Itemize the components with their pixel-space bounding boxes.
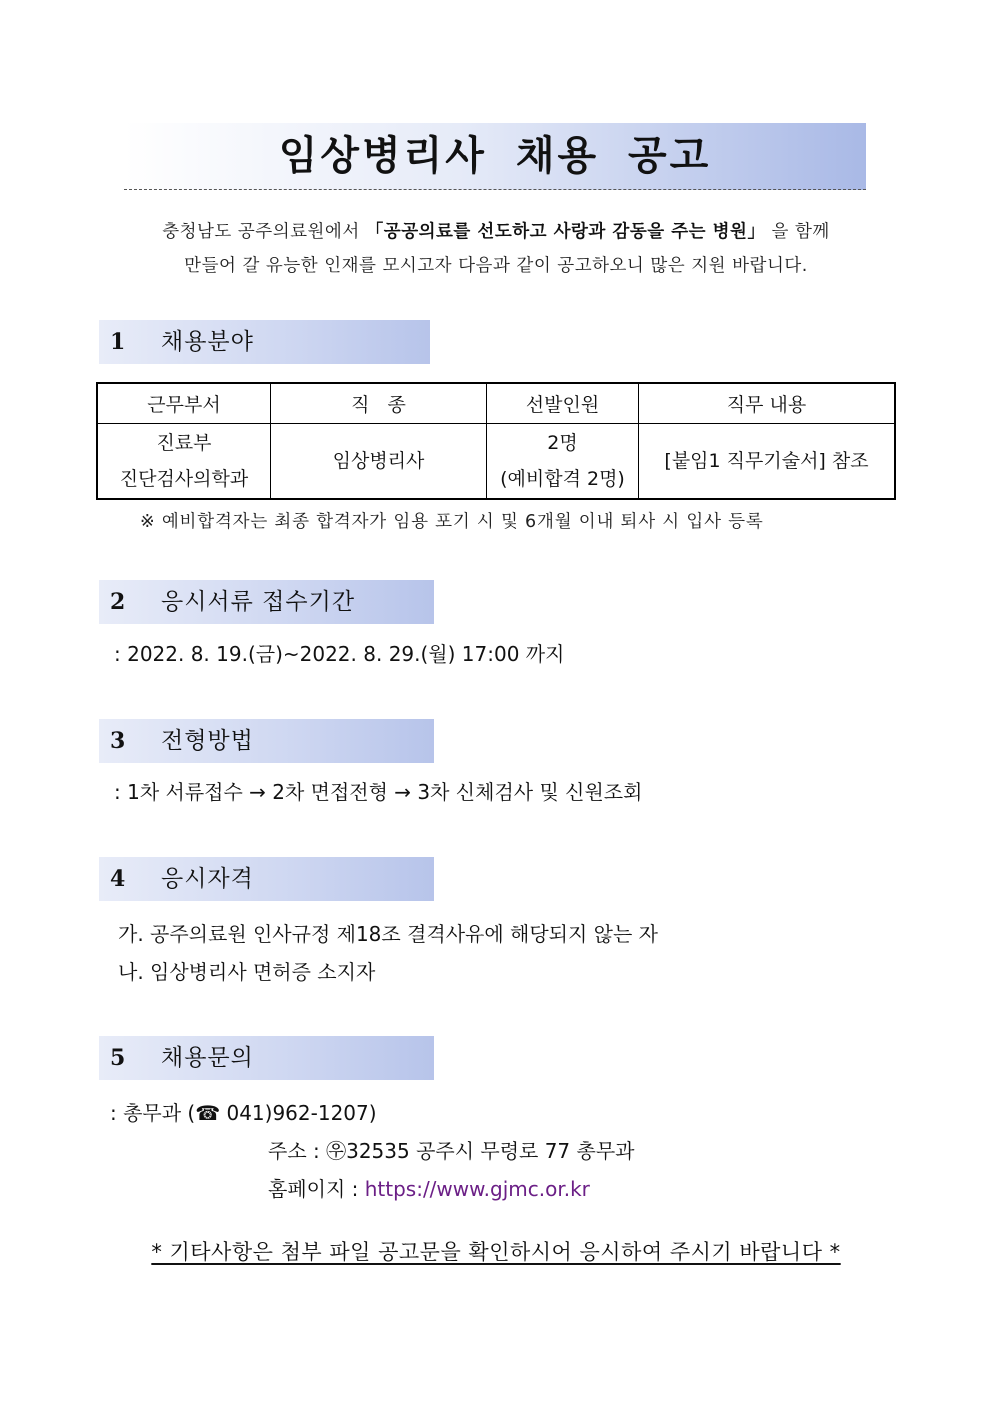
cell-job-type: 임상병리사 bbox=[271, 424, 487, 500]
section-header-application-period bbox=[99, 580, 434, 624]
table-note: ※ 예비합격자는 최종 합격자가 임용 포기 시 및 6개월 이내 퇴사 시 입사 등록 bbox=[140, 512, 764, 532]
intro-suffix: 을 함께 bbox=[765, 222, 830, 242]
header-job-type: 직 종 bbox=[271, 383, 487, 424]
recruitment-table bbox=[96, 382, 896, 500]
section-title: 응시자격 bbox=[161, 866, 254, 892]
department-line-1: 진료부 bbox=[156, 432, 212, 454]
contact-homepage bbox=[268, 1173, 590, 1202]
section-number: 3 bbox=[110, 728, 126, 754]
section-title: 전형방법 bbox=[161, 728, 254, 754]
section-header-inquiries bbox=[99, 1036, 434, 1080]
section-title: 채용문의 bbox=[161, 1045, 254, 1071]
section-number: 5 bbox=[110, 1045, 126, 1071]
cell-duty: [붙임1 직무기술서] 참조 bbox=[639, 424, 896, 500]
table-row bbox=[97, 424, 895, 500]
contact-address: 주소 : ㉾32535 공주시 무령로 77 총무과 bbox=[268, 1139, 635, 1163]
intro-slogan: 「공공의료를 선도하고 사랑과 감동을 주는 병원」 bbox=[365, 222, 766, 242]
table-header-row bbox=[97, 383, 895, 424]
header-duty: 직무 내용 bbox=[639, 383, 896, 424]
contact-phone: : 총무과 (☎ 041)962-1207) bbox=[110, 1101, 377, 1125]
selection-process: : 1차 서류접수 → 2차 면접전형 → 3차 신체검사 및 신원조회 bbox=[114, 780, 643, 804]
footer-notice: * 기타사항은 첨부 파일 공고문을 확인하시어 응시하여 주시기 바랍니다 * bbox=[151, 1240, 841, 1264]
section-header-recruitment-field bbox=[99, 320, 430, 364]
section-number: 1 bbox=[110, 329, 126, 355]
intro-line-2: 만들어 갈 유능한 인재를 모시고자 다음과 같이 공고하오니 많은 지원 바랍니다. bbox=[184, 256, 808, 276]
cell-headcount bbox=[487, 424, 639, 500]
cell-department bbox=[97, 424, 271, 500]
qualification-item: 가. 공주의료원 인사규정 제18조 결격사유에 해당되지 않는 자 bbox=[118, 922, 658, 946]
section-number: 4 bbox=[110, 866, 126, 892]
intro-line-1 bbox=[96, 218, 896, 243]
qualification-item: 나. 임상병리사 면허증 소지자 bbox=[118, 960, 376, 984]
section-title: 응시서류 접수기간 bbox=[161, 589, 356, 615]
header-department: 근무부서 bbox=[97, 383, 271, 424]
section-header-selection-process bbox=[99, 719, 434, 763]
homepage-label: 홈페이지 : bbox=[268, 1177, 365, 1201]
application-period: : 2022. 8. 19.(금)~2022. 8. 29.(월) 17:00 까지 bbox=[114, 642, 565, 666]
section-header-qualifications bbox=[99, 857, 434, 901]
headcount-line-1: 2명 bbox=[547, 432, 578, 454]
header-headcount: 선발인원 bbox=[487, 383, 639, 424]
page-title: 임상병리사 채용 공고 bbox=[278, 133, 712, 179]
department-line-2: 진단검사의학과 bbox=[119, 468, 249, 490]
homepage-link[interactable]: https://www.gjmc.or.kr bbox=[364, 1177, 590, 1201]
intro-prefix: 충청남도 공주의료원에서 bbox=[162, 222, 366, 242]
headcount-line-2: (예비합격 2명) bbox=[500, 468, 625, 490]
section-title: 채용분야 bbox=[161, 329, 254, 355]
section-number: 2 bbox=[110, 589, 126, 615]
